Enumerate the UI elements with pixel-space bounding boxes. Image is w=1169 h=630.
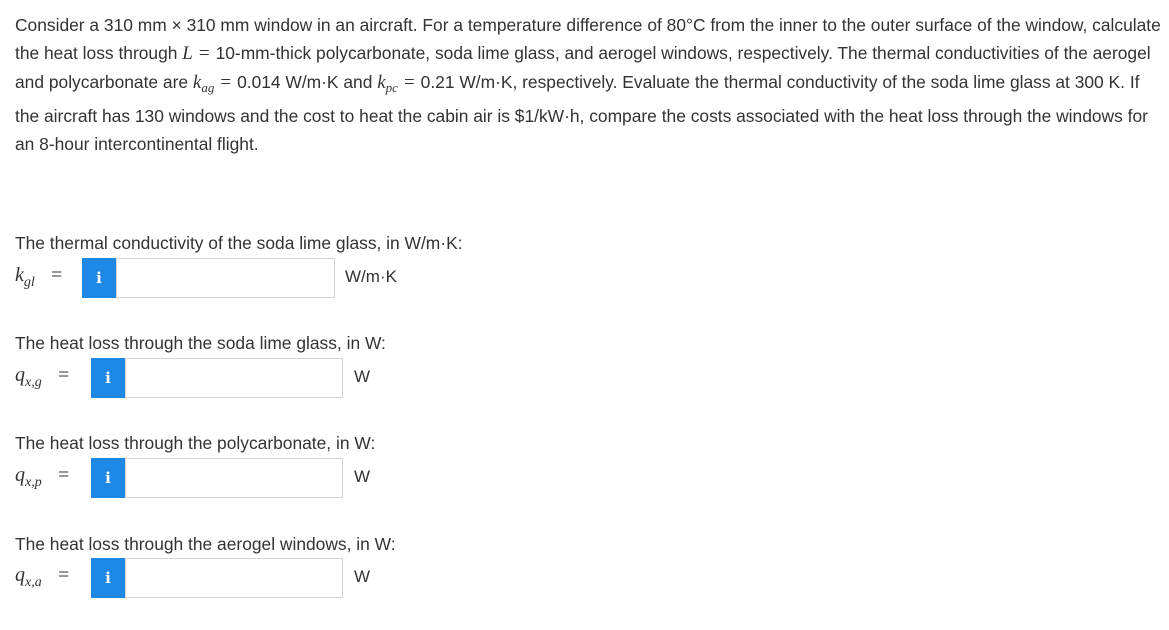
- info-icon[interactable]: i: [91, 558, 125, 598]
- math-var-kag: k: [192, 72, 202, 93]
- problem-text-part2: 10-mm-thick polycarbonate, soda lime glass, and aerogel windows, respectively. The thermal conductivities of the aerogel and polycarbonate are: [15, 43, 1151, 92]
- variable-qxa: [15, 564, 42, 591]
- info-icon[interactable]: i: [91, 458, 125, 498]
- variable-symbol: q: [15, 364, 25, 386]
- unit-label: W: [354, 567, 371, 586]
- equals-sign: =: [51, 264, 63, 286]
- question-prompt-qxg: The heat loss through the soda lime glass, in W:: [15, 333, 386, 353]
- variable-subscript: x,g: [25, 375, 42, 390]
- variable-qxp: [15, 464, 42, 491]
- variable-symbol: q: [15, 564, 25, 586]
- variable-qxg: [15, 364, 42, 391]
- math-var-kpc: k: [377, 72, 386, 93]
- problem-text-part1: Consider a 310 mm × 310 mm window in an aircraft. For a temperature difference of 80°C from the inner to the outer surface of the window, calculate the heat loss through: [15, 15, 1161, 63]
- variable-subscript: x,p: [25, 475, 42, 490]
- math-equals: =: [198, 43, 210, 64]
- problem-text-kag-value: 0.014 W/m·K and: [237, 72, 378, 92]
- math-equals: =: [403, 72, 415, 93]
- problem-text-part3: 0.21 W/m·K, respectively. Evaluate the thermal conductivity of the soda lime glass at 300 K. If the aircraft has 130 windows and the cost to heat the cabin air is $1/kW·h, compare the costs associated with the heat loss through the windows for an 8-hour intercontinental flight.: [15, 72, 1148, 154]
- variable-symbol: k: [15, 264, 24, 286]
- question-prompt-kgl: The thermal conductivity of the soda lime glass, in W/m·K:: [15, 233, 463, 253]
- variable-subscript: x,a: [25, 575, 42, 590]
- math-sub-ag: ag: [201, 80, 215, 95]
- equals-sign: =: [58, 564, 70, 586]
- unit-label: W: [354, 467, 371, 486]
- answer-input-kgl[interactable]: [116, 258, 335, 298]
- equals-sign: =: [58, 464, 70, 486]
- unit-label: W/m·K: [345, 267, 397, 286]
- variable-symbol: q: [15, 464, 25, 486]
- answer-input-qxa[interactable]: [125, 558, 343, 598]
- question-prompt-qxa: The heat loss through the aerogel windows, in W:: [15, 534, 396, 554]
- equals-sign: =: [58, 364, 70, 386]
- math-var-L: L: [182, 43, 193, 64]
- math-equals: =: [220, 72, 232, 93]
- info-icon[interactable]: i: [91, 358, 125, 398]
- answer-input-qxg[interactable]: [125, 358, 343, 398]
- info-icon[interactable]: i: [82, 258, 116, 298]
- variable-kgl: [15, 264, 35, 291]
- variable-subscript: gl: [23, 275, 35, 290]
- answer-input-qxp[interactable]: [125, 458, 343, 498]
- question-prompt-qxp: The heat loss through the polycarbonate, in W:: [15, 433, 376, 453]
- math-sub-pc: pc: [385, 80, 398, 95]
- problem-statement: [15, 11, 1163, 158]
- unit-label: W: [354, 367, 371, 386]
